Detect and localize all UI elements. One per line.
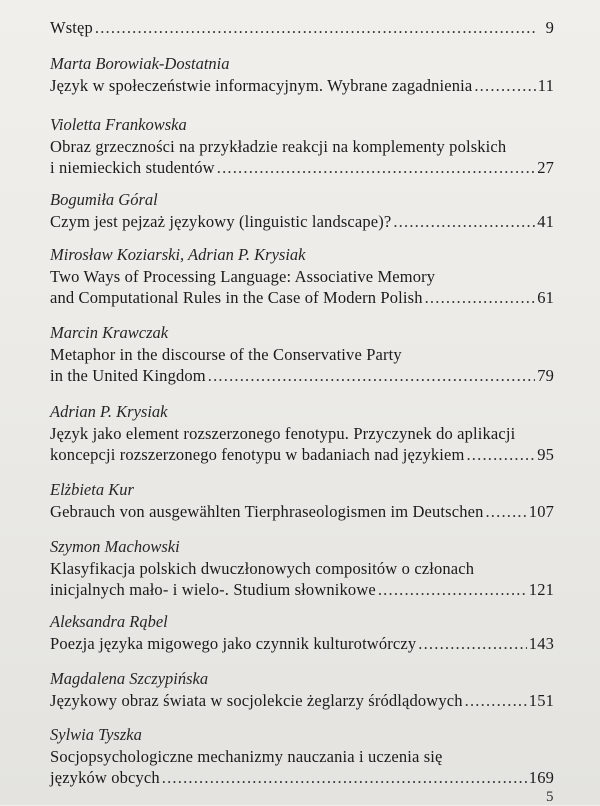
toc-title: Gebrauch von ausgewählten Tierphraseologismen im Deutschen xyxy=(50,502,484,521)
toc-title: Wstęp xyxy=(50,18,93,37)
toc-title: Metaphor in the discourse of the Conservative Party xyxy=(50,345,402,364)
toc-page-number: 11 xyxy=(537,76,554,95)
dot-leader xyxy=(162,767,527,788)
dot-leader xyxy=(378,579,527,600)
toc-title-row xyxy=(50,211,554,232)
toc-title-row xyxy=(50,75,554,96)
toc-title: Two Ways of Processing Language: Associative Memory xyxy=(50,267,436,286)
toc-author: Mirosław Koziarski, Adrian P. Krysiak xyxy=(50,245,306,264)
toc-page-number: 169 xyxy=(528,768,554,787)
toc-title-row xyxy=(50,287,554,308)
toc-entry xyxy=(50,115,554,178)
toc-title: Obraz grzeczności na przykładzie reakcji na komplementy polskich xyxy=(50,137,507,156)
dot-leader xyxy=(465,690,527,711)
dot-leader xyxy=(425,287,536,308)
dot-leader xyxy=(95,17,538,38)
dot-leader xyxy=(485,501,526,522)
dot-leader xyxy=(393,211,535,232)
toc-page-number: 151 xyxy=(528,691,554,710)
toc-author: Sylwia Tyszka xyxy=(50,725,142,744)
dot-leader xyxy=(466,444,535,465)
page-number: 5 xyxy=(546,789,554,805)
toc-title-row xyxy=(50,157,554,178)
toc-author: Aleksandra Rąbel xyxy=(50,612,168,631)
toc-entry xyxy=(50,612,554,654)
toc-title: inicjalnych mało- i wielo-. Studium słownikowe xyxy=(50,580,376,599)
dot-leader xyxy=(217,157,535,178)
toc-title: and Computational Rules in the Case of Modern Polish xyxy=(50,288,423,307)
toc-author: Marta Borowiak-Dostatnia xyxy=(50,54,230,73)
toc-page-number: 143 xyxy=(528,634,554,653)
toc-title-row xyxy=(50,365,554,386)
dot-leader xyxy=(208,365,535,386)
toc-author: Elżbieta Kur xyxy=(50,480,134,499)
toc-title-row xyxy=(50,17,554,38)
toc-entry xyxy=(50,537,554,600)
toc-author: Szymon Machowski xyxy=(50,537,180,556)
toc-page-number: 41 xyxy=(537,212,554,231)
toc-title: Poezja języka migowego jako czynnik kulturotwórczy xyxy=(50,634,417,653)
toc-title: Czym jest pejzaż językowy (linguistic landscape)? xyxy=(50,212,392,231)
toc-page-number: 107 xyxy=(528,502,554,521)
toc-title-row xyxy=(50,444,554,465)
toc-entry xyxy=(50,17,554,38)
toc-author: Adrian P. Krysiak xyxy=(50,402,168,421)
dot-leader xyxy=(418,633,527,654)
toc-entry xyxy=(50,669,554,711)
toc-title: i niemieckich studentów xyxy=(50,158,215,177)
toc-author: Magdalena Szczypińska xyxy=(50,669,209,688)
toc-page-number: 61 xyxy=(537,288,554,307)
toc-title-row xyxy=(50,579,554,600)
toc-entry xyxy=(50,323,554,386)
toc-page-number: 27 xyxy=(537,158,554,177)
toc-entry xyxy=(50,54,554,96)
toc-title: in the United Kingdom xyxy=(50,366,206,385)
toc-entry xyxy=(50,725,554,788)
toc-entry xyxy=(50,190,554,232)
toc-title: Językowy obraz świata w socjolekcie żeglarzy śródlądowych xyxy=(50,691,463,710)
toc-title-row xyxy=(50,690,554,711)
toc-entry xyxy=(50,245,554,308)
toc-page-number: 9 xyxy=(545,18,554,37)
toc-page-number: 121 xyxy=(528,580,554,599)
toc-author: Bogumiła Góral xyxy=(50,190,158,209)
toc-page-number: 95 xyxy=(537,445,554,464)
toc-title: Język w społeczeństwie informacyjnym. Wybrane zagadnienia xyxy=(50,76,473,95)
toc-title-row xyxy=(50,501,554,522)
toc-title: koncepcji rozszerzonego fenotypu w badaniach nad językiem xyxy=(50,445,465,464)
toc-entry xyxy=(50,402,554,465)
toc-title-row xyxy=(50,767,554,788)
toc-title: języków obcych xyxy=(50,768,160,787)
toc-title: Klasyfikacja polskich dwuczłonowych compositów o członach xyxy=(50,559,475,578)
toc-page-number: 79 xyxy=(537,366,554,385)
toc-title: Socjopsychologiczne mechanizmy nauczania i uczenia się xyxy=(50,747,443,766)
toc-title: Język jako element rozszerzonego fenotypu. Przyczynek do aplikacji xyxy=(50,424,516,443)
toc-author: Violetta Frankowska xyxy=(50,115,187,134)
dot-leader xyxy=(474,75,535,96)
toc-entry xyxy=(50,480,554,522)
toc-title-row xyxy=(50,633,554,654)
toc-author: Marcin Krawczak xyxy=(50,323,169,342)
